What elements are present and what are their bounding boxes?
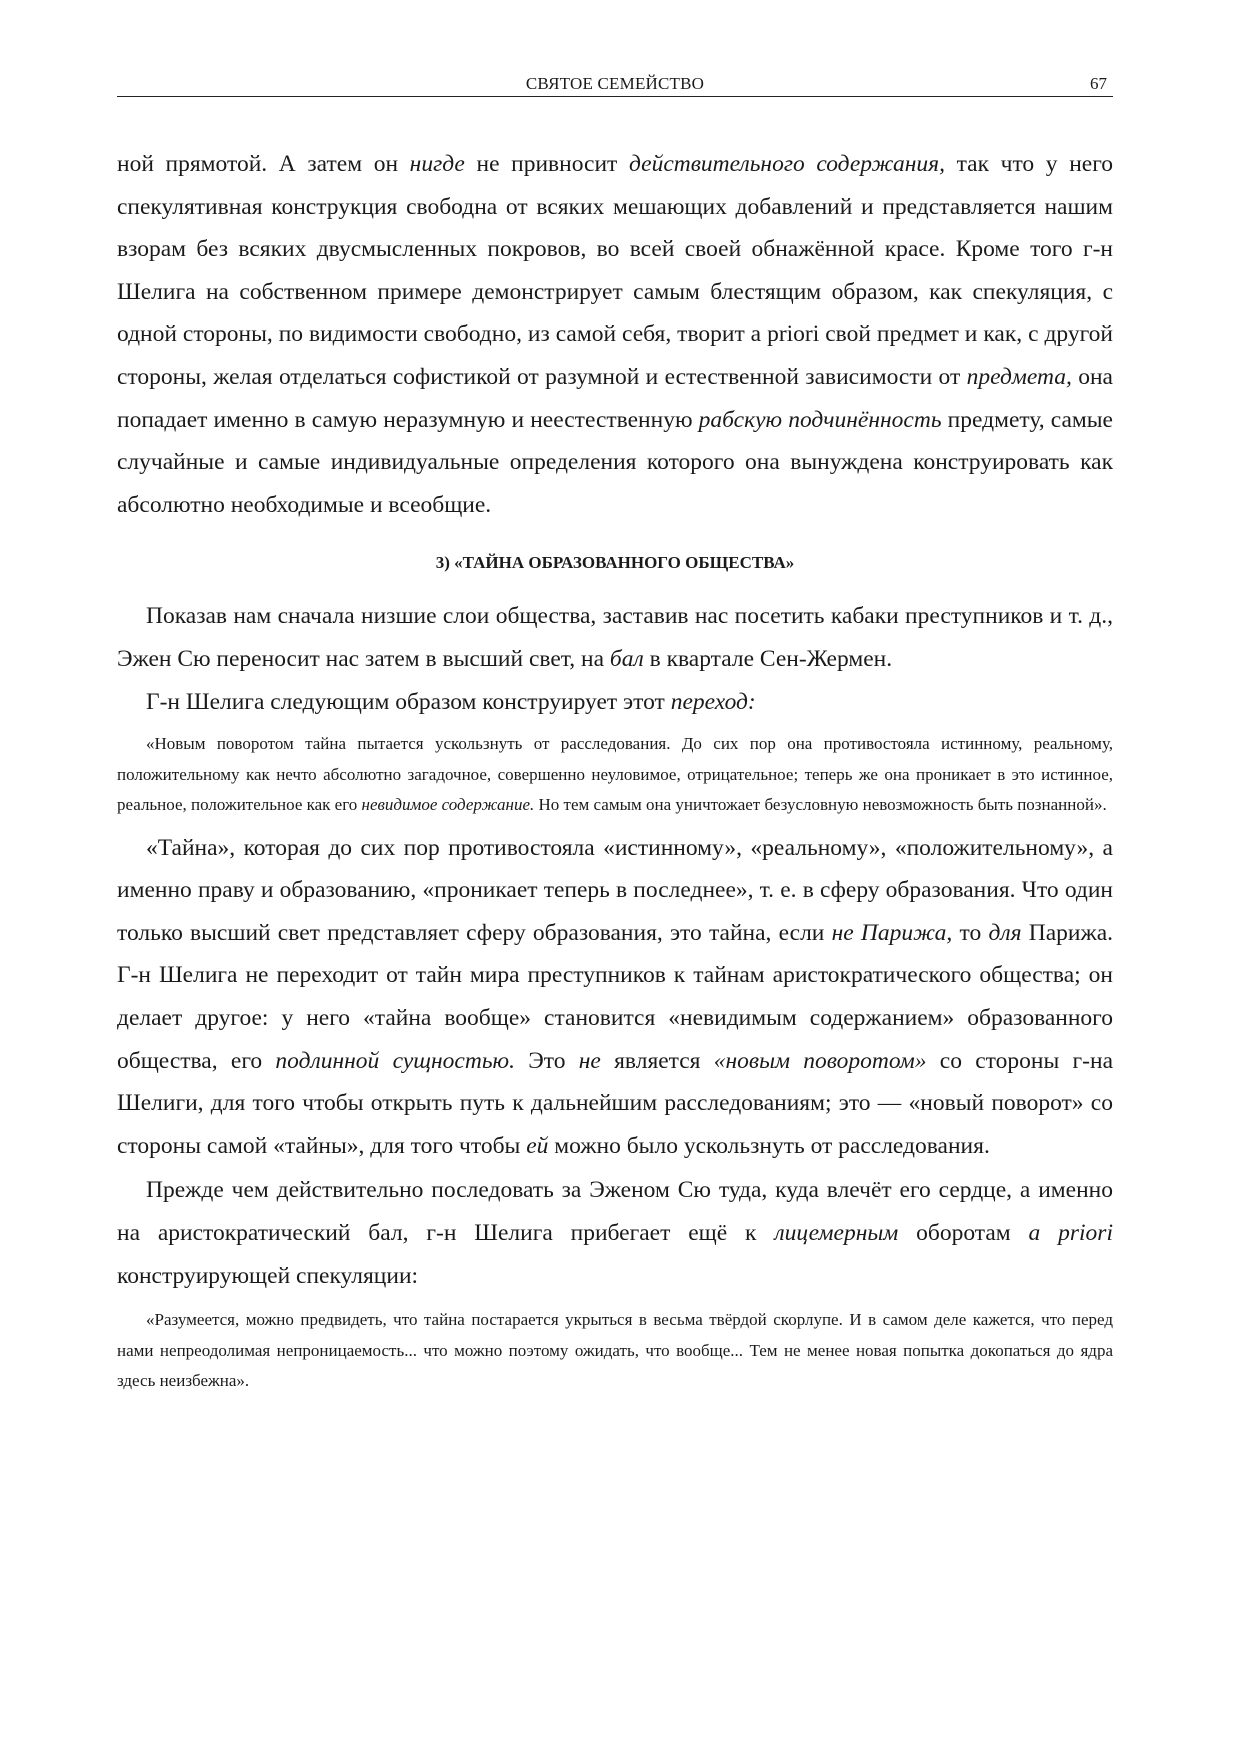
emphasis-text: ей (526, 1132, 549, 1159)
page-number: 67 (1090, 74, 1107, 93)
emphasis-text: нигде (409, 151, 465, 177)
text-run: Это (514, 1047, 579, 1074)
text-run: конструирующей спекуляции: (117, 1262, 419, 1289)
emphasis-text: переход: (670, 688, 756, 715)
block-quote-1 (117, 729, 1113, 821)
emphasis-text: бал (609, 645, 644, 672)
emphasis-text: рабскую подчинённость (698, 406, 942, 433)
emphasis-text: «новым поворотом» (713, 1047, 927, 1074)
paragraph-2 (117, 595, 1113, 680)
text-run: «Новым поворотом тайна пытается ускользнуть от расследования. До сих пор она противостояла истинному, реальному, положительному как нечто абсолютно загадочное, совершенно неуловимое, отрицательное; теперь же она проникает в это истинное, реальное, положительное как его (117, 734, 1113, 815)
emphasis-text: лицемерным (774, 1219, 899, 1246)
text-run: предмету, самые случайные и самые индивидуальные определения которого она вынуждена конструировать как абсолютно необходимые и всеобщие. (117, 406, 1113, 518)
text-run: то (952, 919, 989, 946)
emphasis-text: не (578, 1047, 601, 1074)
emphasis-text: действительного содержания, (628, 151, 945, 177)
emphasis-text: a priori (1028, 1219, 1113, 1246)
text-run: в квартале Сен-Жермен. (643, 645, 893, 672)
body-text (117, 143, 1113, 1401)
text-run: «Разумеется, можно предвидеть, что тайна постарается укрыться в весьма твёрдой скорлупе. И в самом деле кажется, что перед нами непреодолимая непроницаемость... что можно поэтому ожидать, что вообще... Тем не менее новая попытка докопаться до ядра здесь неизбежна». (117, 1310, 1113, 1391)
emphasis-text: предмета, (966, 363, 1072, 390)
text-run: «Тайна», которая до сих пор противостояла «истинному», «реальному», «положительному», а именно праву и образованию, «проникает теперь в последнее», т. е. в сферу образования. Что один только высший свет представляет сферу образования, это тайна, если (117, 834, 1113, 946)
text-run: Г-н Шелига следующим образом конструирует этот (146, 688, 671, 715)
running-title: СВЯТОЕ СЕМЕЙСТВО (525, 74, 705, 93)
emphasis-text: невидимое содержание. (361, 795, 535, 815)
emphasis-text: для (988, 919, 1022, 946)
emphasis-text: подлинной сущностью. (275, 1047, 515, 1074)
text-run: со стороны г-на Шелиги, для того чтобы открыть путь к дальнейшим расследованиям; это — «новый поворот» со стороны самой «тайны», для того чтобы (117, 1047, 1113, 1159)
paragraph-3 (117, 681, 1113, 724)
text-run: не привносит (464, 151, 629, 177)
paragraph-5 (117, 1169, 1113, 1297)
text-run: ной прямотой. А затем он (117, 151, 410, 177)
text-run: Но тем самым она уничтожает безусловную невозможность быть познанной». (534, 795, 1107, 815)
text-run: является (600, 1047, 714, 1074)
section-heading: 3) «ТАЙНА ОБРАЗОВАННОГО ОБЩЕСТВА» (435, 553, 795, 573)
running-header (117, 72, 1113, 97)
paragraph-1 (117, 143, 1113, 526)
text-run: Прежде чем действительно последовать за Эженом Сю туда, куда влечёт его сердце, а именно на аристократический бал, г-н Шелига прибегает ещё к (117, 1177, 1113, 1246)
text-run: она попадает именно в самую неразумную и неестественную (117, 363, 1113, 433)
block-quote-2 (117, 1305, 1113, 1397)
emphasis-text: не Парижа, (831, 919, 953, 946)
text-run: Парижа. Г-н Шелига не переходит от тайн мира преступников к тайнам аристократического общества; он делает другое: у него «тайна вообще» становится «невидимым содержанием» образованного общества, его (117, 919, 1113, 1074)
paragraph-4 (117, 827, 1113, 1168)
text-run: Показав нам сначала низшие слои общества, заставив нас посетить кабаки преступников и т. д., Эжен Сю переносит нас затем в высший свет, на (117, 603, 1113, 672)
text-run: можно было ускользнуть от расследования. (548, 1132, 990, 1159)
text-run: оборотам (898, 1219, 1029, 1246)
text-run: так что у него спекулятивная конструкция свободна от всяких мешающих добавлений и представляется нашим взорам без всяких двусмысленных покровов, во всей своей обнажённой красе. Кроме того г-н Шелига на собственном примере демонстрирует самым блестящим образом, как спекуляция, с одной стороны, по видимости свободно, из самой себя, творит a priori свой предмет и как, с другой стороны, желая отделаться софистикой от разумной и естественной зависимости от (117, 151, 1114, 390)
